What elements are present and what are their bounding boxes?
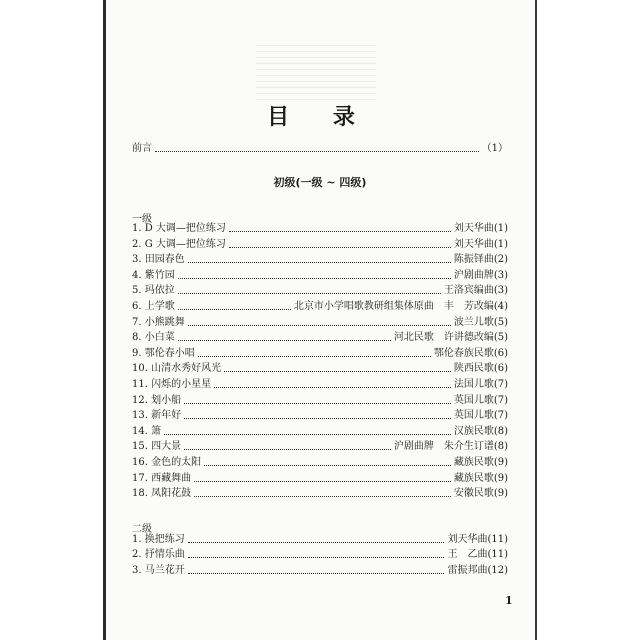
- toc-entry[interactable]: [132, 314, 508, 329]
- dot-leader: [194, 481, 451, 482]
- toc-entry[interactable]: [132, 267, 508, 282]
- dot-leader: [204, 465, 451, 466]
- entry-title: 13. 新年好: [132, 410, 182, 422]
- entry-title: 17. 西藏舞曲: [132, 472, 192, 484]
- group-heading-level-2: 二级: [132, 524, 152, 535]
- entry-credit: 刘天华曲(1): [453, 238, 508, 250]
- entry-title: 3. 马兰花开: [132, 564, 185, 576]
- dot-leader: [178, 293, 441, 294]
- entry-title: 1. 换把练习: [132, 534, 185, 545]
- toc-entry[interactable]: [132, 251, 508, 266]
- toc-entry[interactable]: [132, 438, 508, 453]
- dot-leader: [164, 434, 451, 435]
- dot-leader: [178, 278, 451, 279]
- page-number: 1: [505, 594, 513, 607]
- scan-border-right: [535, 0, 537, 640]
- entry-credit: 刘天华曲(1): [453, 223, 508, 234]
- dot-leader: [184, 403, 451, 404]
- entry-credit: 沪剧曲牌(3): [453, 269, 508, 281]
- entry-title: 16. 金色的太阳: [132, 457, 202, 468]
- entry-credit: 陕西民歌(6): [453, 363, 508, 375]
- entry-credit: 王 乙曲(11): [447, 549, 508, 561]
- entry-page: （1）: [481, 143, 508, 154]
- toc-entry[interactable]: [132, 298, 508, 313]
- section-title: 初级(一级 ~ 四级): [273, 176, 367, 189]
- entry-credit: 沪剧曲牌 朱介生订谱(8): [393, 441, 508, 453]
- entry-title: 7. 小熊跳舞: [132, 316, 185, 328]
- dot-leader: [198, 356, 431, 357]
- toc-entry[interactable]: [132, 392, 508, 407]
- dot-leader: [155, 151, 479, 152]
- entry-title: 1. D 大调—把位练习: [132, 223, 226, 234]
- toc-entry[interactable]: [132, 236, 508, 251]
- entry-title: 3. 田园春色: [132, 254, 185, 266]
- toc-entry[interactable]: [132, 423, 508, 438]
- dot-leader: [229, 247, 451, 248]
- entry-title: 10. 山清水秀好风光: [132, 363, 222, 375]
- entry-title: 2. 抒情乐曲: [132, 549, 185, 561]
- toc-entry[interactable]: [132, 407, 508, 422]
- dot-leader: [224, 371, 451, 372]
- toc-entry-preface[interactable]: [132, 140, 508, 155]
- entry-title: 6. 上学歌: [132, 301, 175, 312]
- entry-credit: 波兰儿歌(5): [453, 316, 508, 328]
- entry-title: 11. 闪烁的小星星: [132, 379, 212, 390]
- entry-credit: 王洛宾编曲(3): [443, 285, 508, 297]
- toc-entry[interactable]: [132, 360, 508, 375]
- entry-title: 9. 鄂伦春小唱: [132, 347, 195, 359]
- toc-entry[interactable]: [132, 345, 508, 360]
- dot-leader: [188, 542, 445, 543]
- bleed-through-texture: [256, 40, 376, 100]
- entry-credit: 刘天华曲(11): [447, 534, 508, 545]
- entry-credit: 陈振铎曲(2): [453, 254, 508, 266]
- entry-title: 14. 箫: [132, 425, 162, 437]
- entry-title: 2. G 大调—把位练习: [132, 238, 226, 250]
- entry-title: 15. 四大景: [132, 441, 182, 453]
- toc-entry[interactable]: [132, 470, 508, 485]
- dot-leader: [214, 387, 451, 388]
- toc-entry[interactable]: [132, 376, 508, 391]
- toc-entry[interactable]: [132, 531, 508, 546]
- entry-title: 前言: [132, 143, 152, 154]
- dot-leader: [184, 418, 451, 419]
- entry-credit: 鄂伦春族民歌(6): [433, 347, 508, 359]
- toc-entry[interactable]: [132, 282, 508, 297]
- toc-entry[interactable]: [132, 562, 508, 577]
- dot-leader: [194, 496, 451, 497]
- toc-entry[interactable]: [132, 485, 508, 500]
- dot-leader: [188, 325, 451, 326]
- entry-title: 5. 玛依拉: [132, 285, 175, 297]
- entry-credit: 藏族民歌(9): [453, 472, 508, 484]
- entry-credit: 安徽民歌(9): [453, 488, 508, 500]
- toc-entry[interactable]: [132, 546, 508, 561]
- dot-leader: [188, 262, 451, 263]
- entry-credit: 雷振邦曲(12): [447, 564, 508, 576]
- entry-credit: 北京市小学唱歌教研组集体原曲 丰 芳改编(4): [293, 301, 508, 312]
- entry-credit: 英国儿歌(7): [453, 410, 508, 422]
- group-heading-level-1: 一级: [132, 214, 152, 225]
- dot-leader: [188, 573, 445, 574]
- entry-title: 12. 划小船: [132, 394, 182, 406]
- dot-leader: [178, 340, 391, 341]
- entry-title: 4. 紫竹园: [132, 269, 175, 281]
- entry-title: 8. 小白菜: [132, 332, 175, 344]
- page-title: 目 录: [267, 104, 373, 130]
- toc-entry[interactable]: [132, 454, 508, 469]
- dot-leader: [184, 449, 391, 450]
- dot-leader: [188, 557, 445, 558]
- entry-credit: 藏族民歌(9): [453, 457, 508, 468]
- entry-credit: 汉族民歌(8): [453, 425, 508, 437]
- entry-credit: 法国儿歌(7): [453, 379, 508, 390]
- dot-leader: [178, 309, 291, 310]
- entry-credit: 英国儿歌(7): [453, 394, 508, 406]
- toc-entry[interactable]: [132, 329, 508, 344]
- entry-credit: 河北民歌 许讲德改编(5): [393, 332, 508, 344]
- dot-leader: [229, 231, 451, 232]
- toc-entry[interactable]: [132, 220, 508, 235]
- entry-title: 18. 凤阳花鼓: [132, 488, 192, 500]
